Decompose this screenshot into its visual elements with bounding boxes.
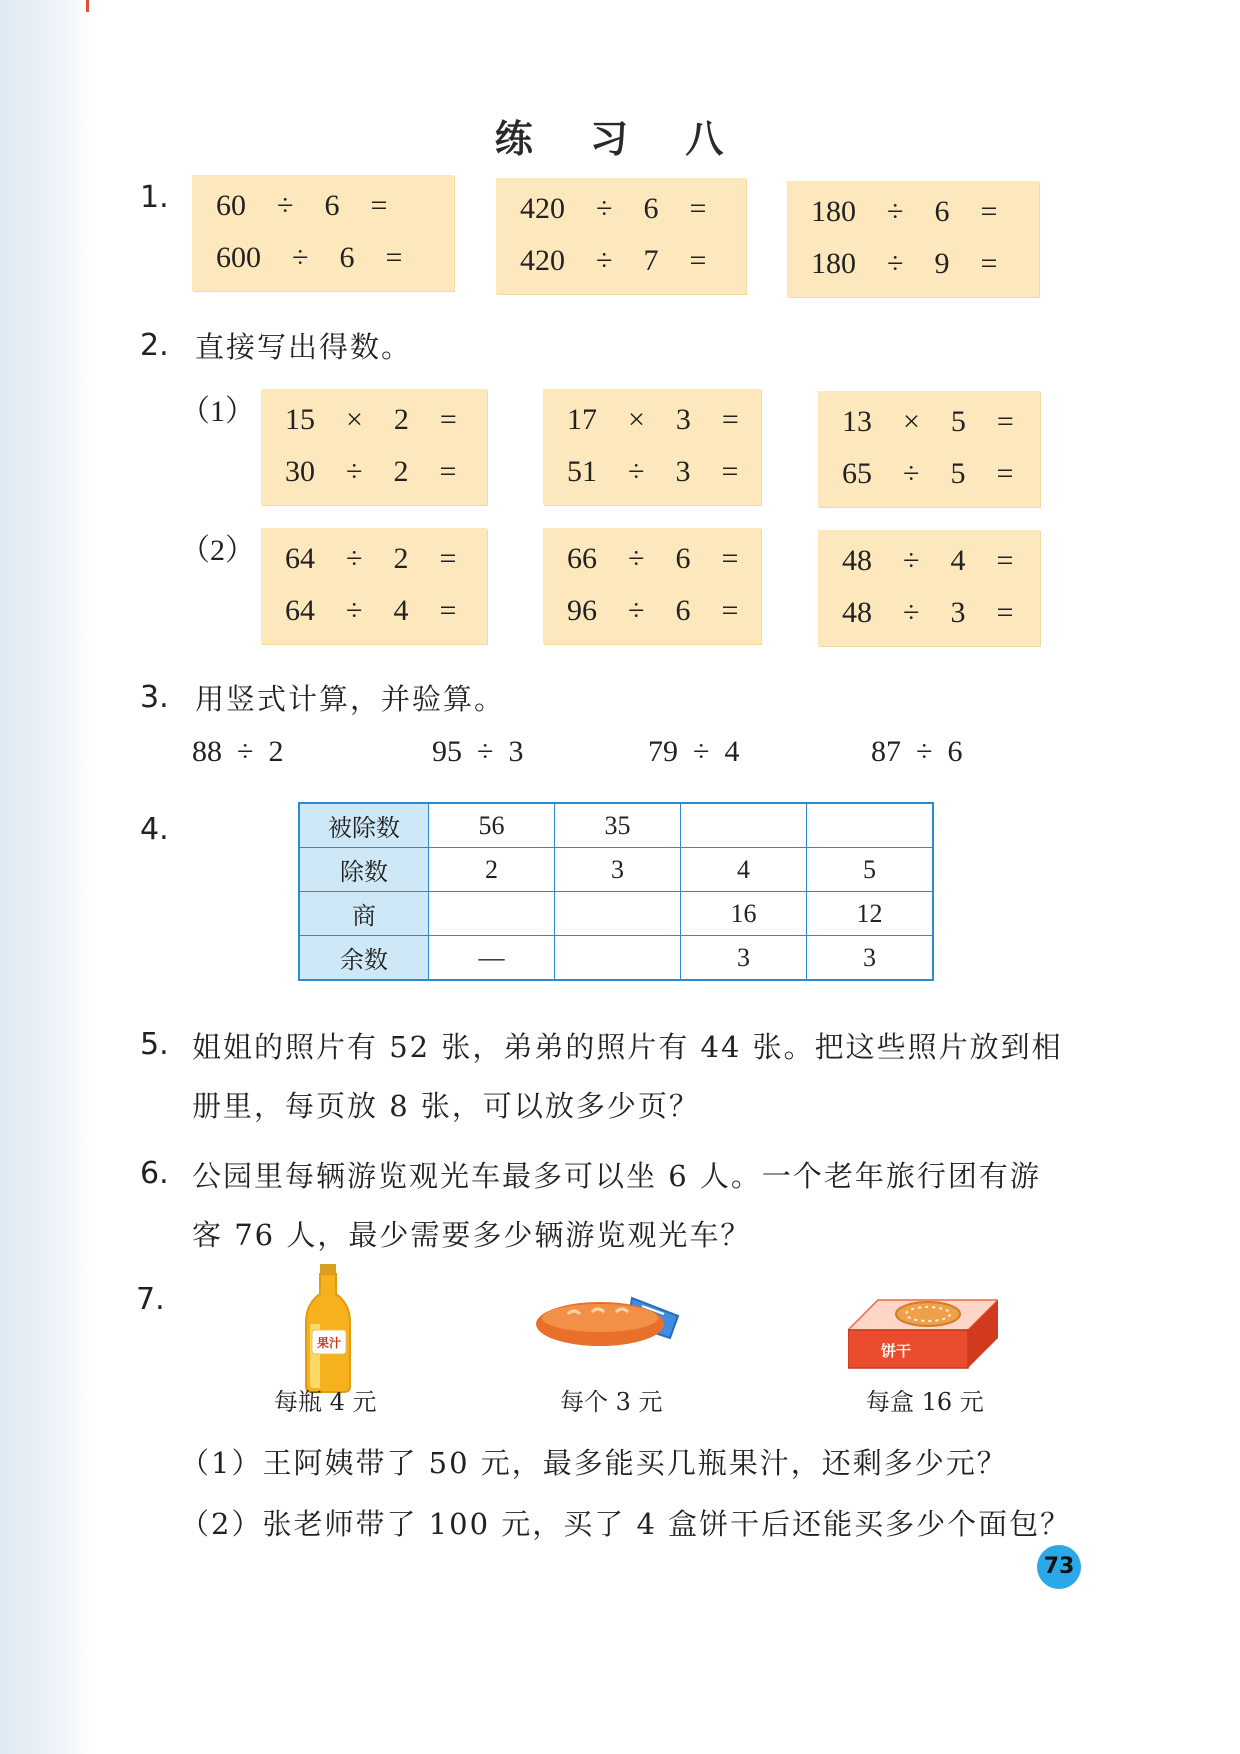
edge-mark — [86, 0, 89, 12]
equation: 60 ÷ 6 = — [216, 189, 388, 222]
table-cell: 12 — [807, 892, 934, 936]
equation: 15 × 2 = — [285, 403, 457, 436]
equation: 30 ÷ 2 = — [285, 455, 457, 488]
q6-line-1: 公园里每辆游览观光车最多可以坐 6 人。一个老年旅行团有游 — [192, 1159, 1041, 1193]
equation: 17 × 3 = — [567, 403, 739, 436]
equation: 65 ÷ 5 = — [842, 457, 1014, 490]
equation: 420 ÷ 7 = — [520, 244, 707, 277]
q1-box-3 — [787, 181, 1039, 297]
q5-number: 5. — [140, 1027, 169, 1062]
table-cell: 2 — [429, 848, 555, 892]
q2-part2-box-2 — [543, 528, 761, 644]
q2-part1-box-1 — [261, 389, 487, 505]
page-number: 73 — [1037, 1545, 1081, 1589]
table-cell: 56 — [429, 803, 555, 848]
row-header: 余数 — [299, 936, 429, 981]
table-cell — [681, 803, 807, 848]
q6-number: 6. — [140, 1156, 169, 1191]
juice-bottle-icon — [298, 1264, 358, 1394]
q5-line-2: 册里，每页放 8 张，可以放多少页？ — [192, 1089, 700, 1123]
q2-part1-box-3 — [818, 391, 1040, 507]
q7-sub-question-1: （1）王阿姨带了 50 元，最多能买几瓶果汁，还剩多少元？ — [180, 1446, 1008, 1480]
division-table — [298, 802, 934, 981]
equation: 64 ÷ 2 = — [285, 542, 457, 575]
row-header: 被除数 — [299, 803, 429, 848]
table-row — [299, 892, 933, 936]
equation: 48 ÷ 3 = — [842, 596, 1014, 629]
table-cell: 35 — [555, 803, 681, 848]
equation: 51 ÷ 3 = — [567, 455, 739, 488]
equation: 66 ÷ 6 = — [567, 542, 739, 575]
q2-part1-box-2 — [543, 389, 761, 505]
table-cell: 3 — [555, 848, 681, 892]
table-cell: — — [429, 936, 555, 981]
row-header: 商 — [299, 892, 429, 936]
q1-box-2 — [496, 178, 746, 294]
page-edge-shade — [0, 0, 96, 1754]
bread-price: 每个 3 元 — [560, 1388, 663, 1416]
equation: 420 ÷ 6 = — [520, 192, 707, 225]
equation: 96 ÷ 6 = — [567, 594, 739, 627]
biscuit-box-icon — [848, 1290, 998, 1370]
equation: 64 ÷ 4 = — [285, 594, 457, 627]
q2-number: 2. — [140, 328, 169, 363]
table-row — [299, 936, 933, 981]
q3-item: 87 ÷ 6 — [871, 735, 963, 768]
table-cell — [555, 936, 681, 981]
table-cell — [429, 892, 555, 936]
table-cell: 4 — [681, 848, 807, 892]
equation: 180 ÷ 6 = — [811, 195, 998, 228]
q3-number: 3. — [140, 680, 169, 715]
juice-label: 果汁 — [316, 1336, 342, 1350]
q2-part2-label: （2） — [180, 534, 255, 567]
page-title: 练 习 八 — [494, 117, 746, 161]
q3-item: 88 ÷ 2 — [192, 735, 284, 768]
table-cell: 3 — [807, 936, 934, 981]
q2-part2-box-1 — [261, 528, 487, 644]
row-header: 除数 — [299, 848, 429, 892]
equation: 180 ÷ 9 = — [811, 247, 998, 280]
equation: 600 ÷ 6 = — [216, 241, 403, 274]
q1-box-1 — [192, 175, 454, 291]
q3-instruction: 用竖式计算，并验算。 — [195, 682, 506, 716]
q2-part2-box-3 — [818, 530, 1040, 646]
table-cell: 3 — [681, 936, 807, 981]
equation: 13 × 5 = — [842, 405, 1014, 438]
table-cell: 16 — [681, 892, 807, 936]
biscuit-price: 每盒 16 元 — [866, 1388, 984, 1416]
q3-item: 79 ÷ 4 — [648, 735, 740, 768]
q4-number: 4. — [140, 812, 169, 847]
q5-line-1: 姐姐的照片有 52 张，弟弟的照片有 44 张。把这些照片放到相 — [192, 1030, 1063, 1064]
q7-number: 7. — [136, 1282, 165, 1317]
q7-sub-question-2: （2）张老师带了 100 元，买了 4 盒饼干后还能买多少个面包？ — [180, 1507, 1072, 1541]
q2-instruction: 直接写出得数。 — [195, 330, 413, 364]
q2-part1-label: （1） — [180, 395, 255, 428]
biscuit-label: 饼干 — [880, 1342, 912, 1360]
table-cell — [555, 892, 681, 936]
bread-icon — [532, 1294, 682, 1350]
table-cell: 5 — [807, 848, 934, 892]
equation: 48 ÷ 4 = — [842, 544, 1014, 577]
q3-item: 95 ÷ 3 — [432, 735, 524, 768]
q6-line-2: 客 76 人，最少需要多少辆游览观光车？ — [192, 1218, 752, 1252]
juice-price: 每瓶 4 元 — [274, 1388, 377, 1416]
q1-number: 1. — [140, 180, 169, 215]
table-row — [299, 848, 933, 892]
table-row — [299, 803, 933, 848]
table-cell — [807, 803, 934, 848]
